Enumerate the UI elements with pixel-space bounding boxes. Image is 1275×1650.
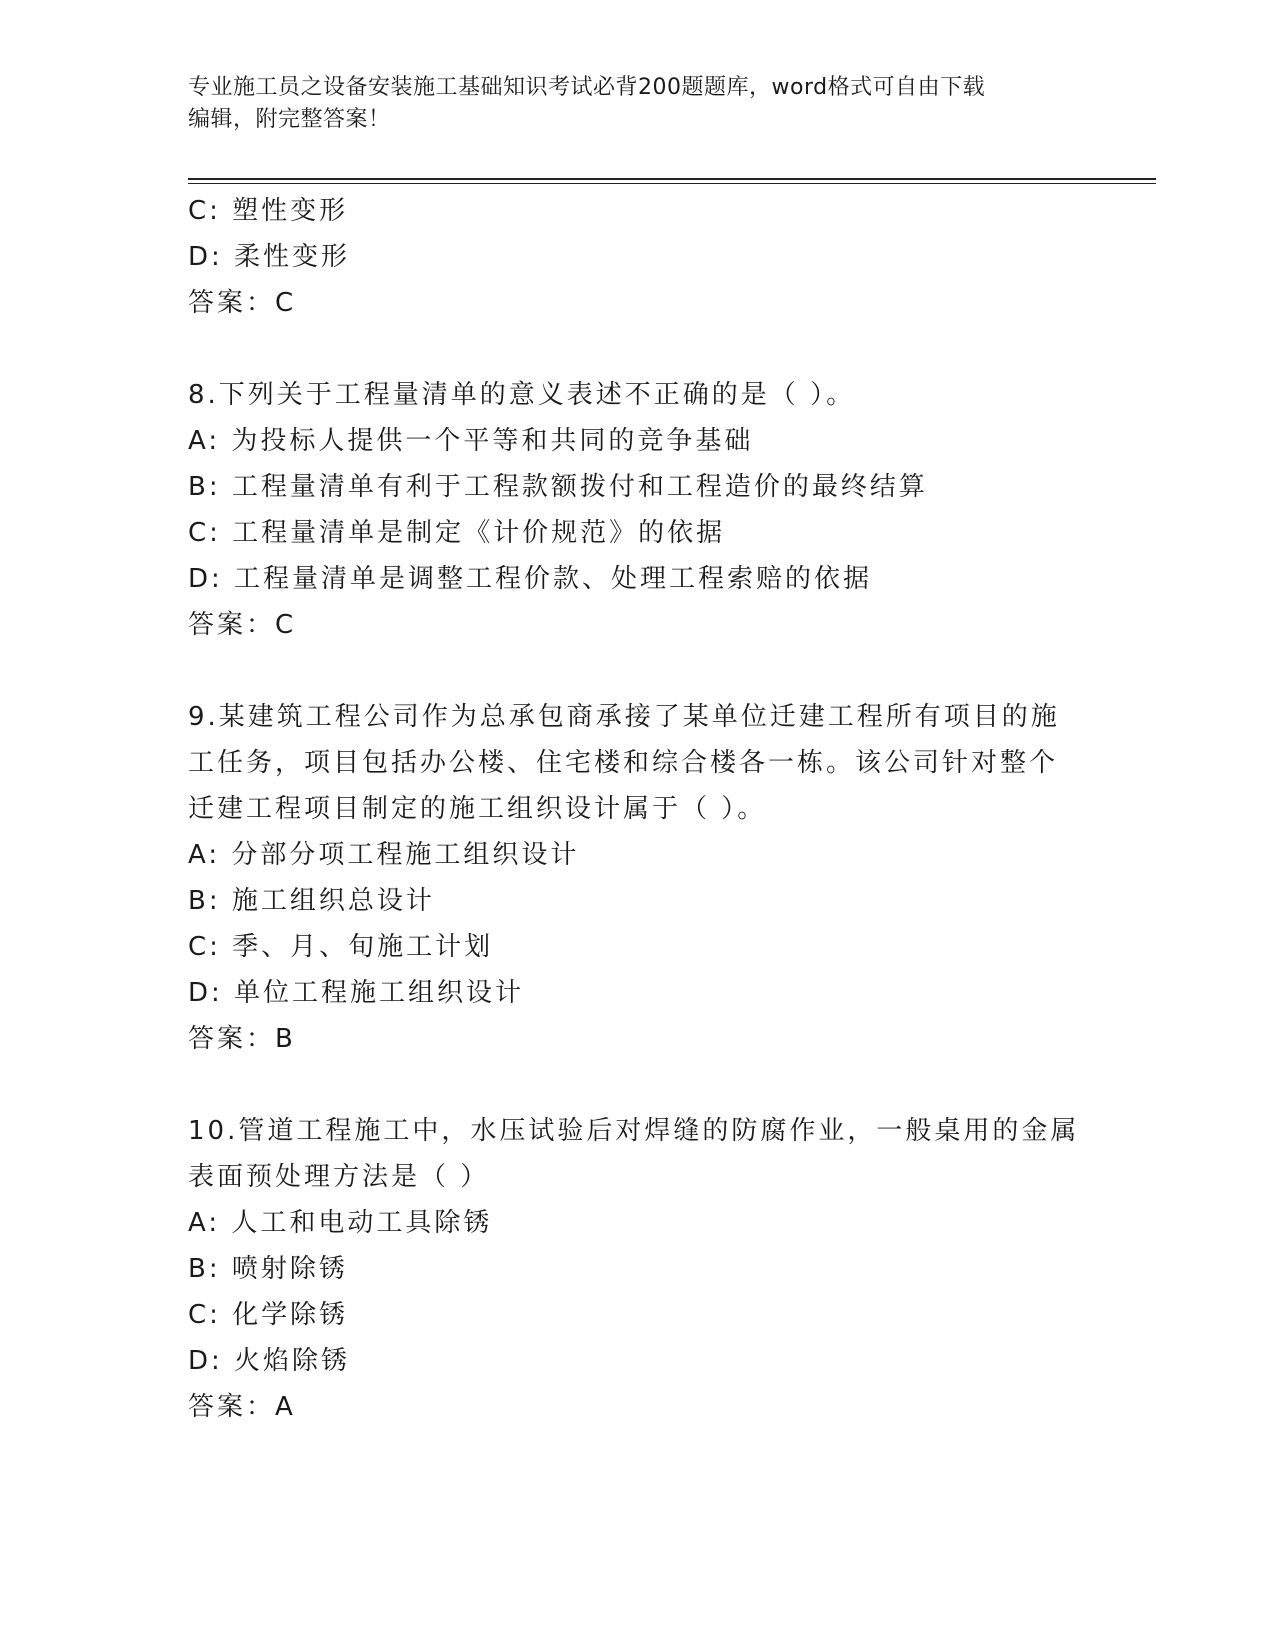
answer-line: 答案：C	[188, 288, 297, 318]
answer-line: 答案：B	[188, 1024, 296, 1054]
option-c: C: 化学除锈	[188, 1300, 349, 1330]
option-a: A: 分部分项工程施工组织设计	[188, 840, 580, 870]
option-a: A: 为投标人提供一个平等和共同的竞争基础	[188, 426, 754, 456]
spacer	[188, 326, 1088, 372]
option-d: D: 柔性变形	[188, 242, 351, 272]
header-line-1: 专业施工员之设备安装施工基础知识考试必背200题题库，word格式可自由下载	[188, 75, 986, 100]
header-line-2: 编辑，附完整答案！	[188, 107, 391, 132]
question-stem: 9.某建筑工程公司作为总承包商承接了某单位迁建工程所有项目的施	[188, 702, 1060, 732]
option-b: B: 施工组织总设计	[188, 886, 435, 916]
option-b: B: 工程量清单有利于工程款额拨付和工程造价的最终结算	[188, 472, 928, 502]
question-stem: 8.下列关于工程量清单的意义表述不正确的是（ ）。	[188, 380, 856, 410]
option-c: C: 工程量清单是制定《计价规范》的依据	[188, 518, 726, 548]
option-a: A: 人工和电动工具除锈	[188, 1208, 493, 1238]
option-c: C: 塑性变形	[188, 196, 349, 226]
option-d: D: 火焰除锈	[188, 1346, 351, 1376]
option-c: C: 季、月、旬施工计划	[188, 932, 494, 962]
option-d: D: 单位工程施工组织设计	[188, 978, 525, 1008]
option-d: D: 工程量清单是调整工程价款、处理工程索赔的依据	[188, 564, 873, 594]
spacer	[188, 648, 1088, 694]
option-b: B: 喷射除锈	[188, 1254, 348, 1284]
answer-line: 答案：A	[188, 1392, 296, 1422]
question-8	[188, 372, 1088, 648]
question-stem: 10.管道工程施工中，水压试验后对焊缝的防腐作业，一般桌用的金属	[188, 1116, 1080, 1146]
question-stem: 表面预处理方法是（ ）	[188, 1162, 490, 1192]
header-rule-thick	[188, 178, 1156, 180]
question-10	[188, 1108, 1088, 1430]
question-stem: 工任务，项目包括办公楼、住宅楼和综合楼各一栋。该公司针对整个	[188, 748, 1059, 778]
question-7-tail	[188, 188, 1088, 326]
answer-line: 答案：C	[188, 610, 297, 640]
document-header	[188, 72, 1088, 136]
question-content	[188, 188, 1088, 1430]
spacer	[188, 1062, 1088, 1108]
header-rule-thin	[188, 183, 1156, 184]
question-stem: 迁建工程项目制定的施工组织设计属于（ ）。	[188, 794, 767, 824]
question-9	[188, 694, 1088, 1062]
